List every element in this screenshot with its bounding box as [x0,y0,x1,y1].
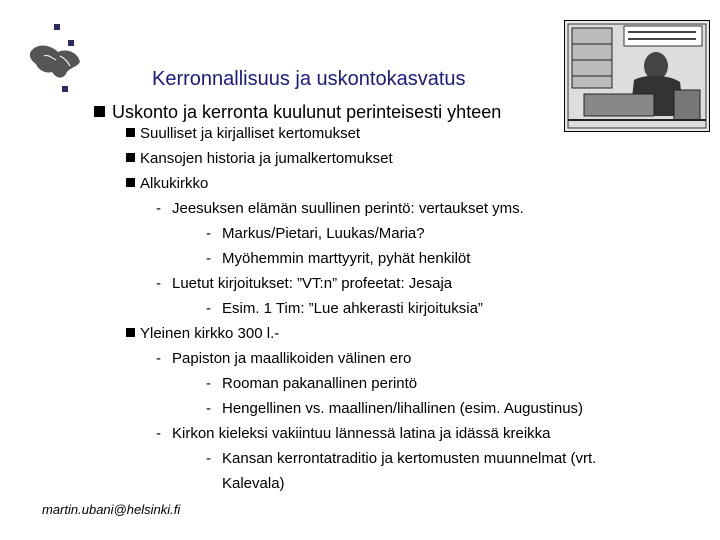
university-logo [22,22,94,100]
list-item: - Rooman pakanallinen perintö [206,375,418,392]
list-item: - Hengellinen vs. maallinen/lihallinen (esim. Augustinus) [206,400,584,417]
list-item: - Papiston ja maallikoiden välinen ero [156,350,412,367]
list-item: - Kirkon kieleksi vakiintuu lännessä latina ja idässä kreikka [156,425,551,442]
list-item: Suulliset ja kirjalliset kertomukset [126,125,360,142]
square-bullet-icon [126,328,135,337]
main-bullet-text: Uskonto ja kerronta kuulunut perinteisesti yhteen [112,102,502,122]
list-item: - Luetut kirjoitukset: ”VT:n” profeetat: Jesaja [156,275,453,292]
square-bullet-icon [126,128,135,137]
list-item-continuation: Kalevala) [222,475,285,492]
square-bullet-icon [94,106,105,117]
list-item: - Myöhemmin marttyyrit, pyhät henkilöt [206,250,471,267]
list-item: - Markus/Pietari, Luukas/Maria? [206,225,425,242]
list-item: - Kansan kerrontatraditio ja kertomusten muunnelmat (vrt. [206,450,597,467]
list-item: Kansojen historia ja jumalkertomukset [126,150,393,167]
square-bullet-icon [126,178,135,187]
list-item: - Jeesuksen elämän suullinen perintö: vertaukset yms. [156,200,524,217]
main-bullet [94,102,501,123]
square-bullet-icon [126,153,135,162]
list-item: Yleinen kirkko 300 l.- [126,325,279,342]
list-item: - Esim. 1 Tim: ”Lue ahkerasti kirjoituksia” [206,300,483,317]
slide-title: Kerronnallisuus ja uskontokasvatus [152,68,466,90]
list-item: Alkukirkko [126,175,208,192]
footer-email: martin.ubani@helsinki.fi [42,502,181,517]
scribe-woodcut-image [564,20,710,132]
